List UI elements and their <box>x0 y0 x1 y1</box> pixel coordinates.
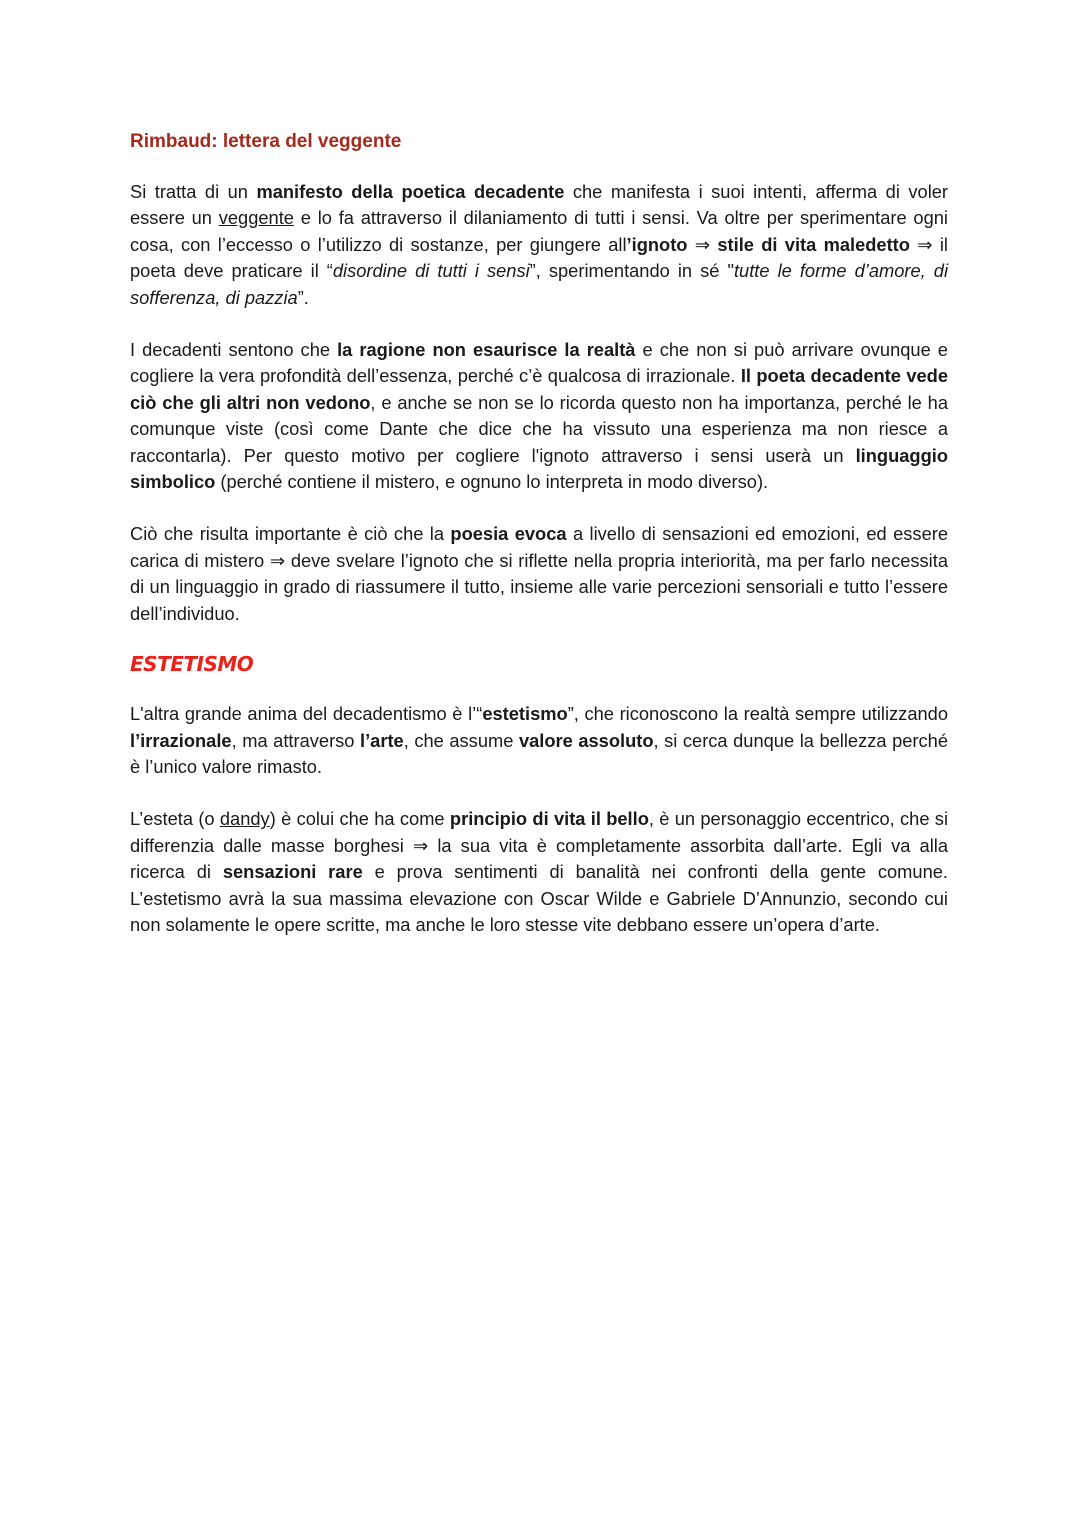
text-run: e che non si può arrivare ovunque e cogliere la vera profondità dell’essenza, perché c’è qualcosa di irrazionale. <box>130 339 948 387</box>
italic-run: tutte le forme d’amore, di sofferenza, di pazzia <box>130 260 949 308</box>
bold-run: valore assoluto <box>518 729 654 751</box>
bold-run: estetismo <box>482 703 568 725</box>
text-run: , è un personaggio eccentrico, che si differenzia dalle masse borghesi ⇒ la sua vita è completamente assorbita dall’arte. Egli va alla ricerca di <box>130 808 949 883</box>
text-run: , che assume <box>403 729 519 751</box>
paragraph-poesia <box>130 521 948 627</box>
italic-run: disordine di tutti i sensi <box>332 260 530 282</box>
bold-run: poesia evoca <box>450 523 567 545</box>
bold-run: principio di vita il bello <box>449 808 649 830</box>
text-run: , si cerca dunque la bellezza perché è l’unico valore rimasto. <box>130 729 948 777</box>
text-run: Si tratta di un <box>130 181 257 202</box>
text-run: ”, sperimentando in sé " <box>529 260 734 282</box>
bold-run: ’ignoto <box>626 233 688 255</box>
bold-run: sensazioni rare <box>222 861 363 883</box>
underlined-run: dandy <box>219 808 270 830</box>
text-run: che manifesta i suoi intenti, afferma di voler essere un <box>130 181 949 229</box>
underlined-run: veggente <box>218 207 294 229</box>
paragraph-estetismo <box>130 701 948 780</box>
text-run: ⇒ il poeta deve praticare il “ <box>130 233 948 282</box>
text-run: , ma attraverso <box>231 729 361 751</box>
text-run: (perché contiene il mistero, e ognuno lo interpreta in modo diverso). <box>215 471 769 493</box>
text-run: L’esteta (o <box>130 808 220 830</box>
text-run: e lo fa attraverso il dilaniamento di tutti i sensi. Va oltre per sperimentare ogni cosa, con l’eccesso o l’utilizzo di sostanze, per giungere all <box>130 207 948 255</box>
text-run: L'altra grande anima del decadentismo è l’“ <box>130 703 483 725</box>
bold-run: stile di vita maledetto <box>717 233 910 255</box>
text-run: ”, che riconoscono la realtà sempre utilizzando <box>567 703 948 725</box>
paragraph-esteta <box>130 806 948 938</box>
document-page <box>130 126 948 938</box>
text-run: e prova sentimenti di banalità nei confronti della gente comune. L’estetismo avrà la sua massima elevazione con Oscar Wilde e Gabriele D’Annunzio, secondo cui non solamente le opere scritte, ma anche le loro stesse vite debbano essere un’opera d’arte. <box>130 861 948 935</box>
paragraph-decadenti <box>130 337 948 495</box>
text-run: a livello di sensazioni ed emozioni, ed essere carica di mistero ⇒ deve svelare l’ignoto che si riflette nella propria interiorità, ma per farlo necessita di un linguaggio in grado di riassumere il tutto, insieme alle varie percezioni sensoriali e tutto l’essere dell’individuo. <box>130 523 948 624</box>
text-run: , e anche se non se lo ricorda questo non ha importanza, perché le ha comunque viste (così come Dante che dice che ha vissuto una esperienza ma non riesce a raccontarla). Per questo motivo per cogliere l'ignoto attraverso i sensi userà un <box>130 391 948 466</box>
paragraph-veggente <box>130 179 948 311</box>
bold-run: Il poeta decadente vede ciò che gli altri non vedono <box>130 365 948 413</box>
text-run: I decadenti sentono che <box>130 339 338 361</box>
text-run: ) è colui che ha come <box>269 808 450 830</box>
bold-run: l’irrazionale <box>130 729 232 751</box>
text-run: Ciò che risulta importante è ciò che la <box>130 523 451 545</box>
document-title: Rimbaud: lettera del veggente <box>130 131 402 152</box>
text-run: ”. <box>297 286 309 308</box>
section-title-estetismo: ESTETISMO <box>130 652 254 677</box>
text-run: ⇒ <box>687 233 718 255</box>
bold-run: la ragione non esaurisce la realtà <box>337 339 636 361</box>
bold-run: manifesto della poetica decadente <box>256 181 565 202</box>
bold-run: l’arte <box>360 729 404 751</box>
bold-run: linguaggio simbolico <box>130 444 948 493</box>
